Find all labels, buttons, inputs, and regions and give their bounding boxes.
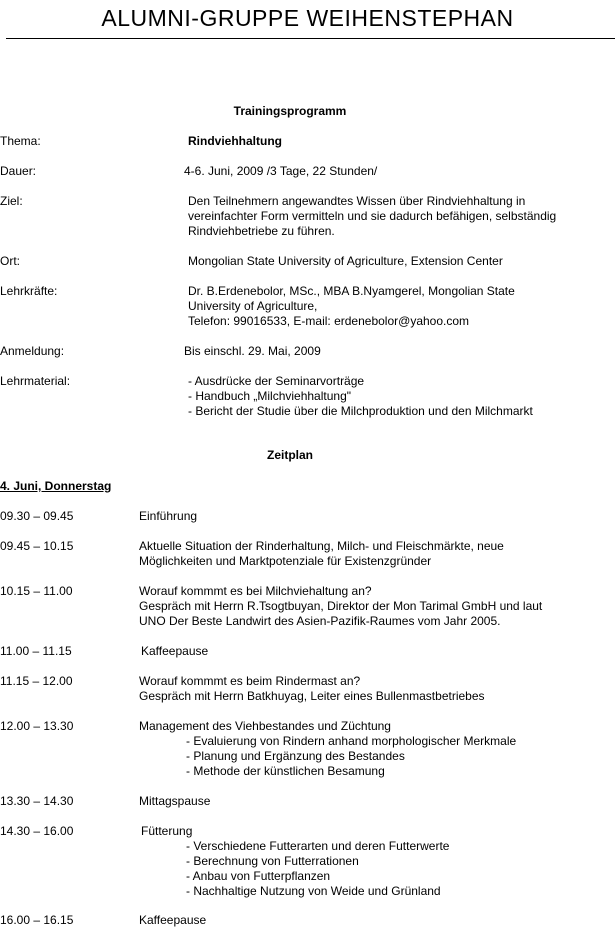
lehrmaterial-label: Lehrmaterial:	[0, 374, 71, 388]
anmeldung-value: Bis einschl. 29. Mai, 2009	[184, 344, 321, 358]
schedule-time: 09.30 – 09.45	[0, 509, 74, 523]
schedule-time: 11.00 – 11.15	[0, 644, 72, 658]
ort-label: Ort:	[0, 254, 20, 268]
dauer-value: 4-6. Juni, 2009 /3 Tage, 22 Stunden/	[184, 164, 378, 178]
schedule-time: 16.00 – 16.15	[0, 913, 74, 927]
schedule-activity: Kaffeepause	[141, 644, 209, 658]
schedule-activity: Gespräch mit Herrn Batkhuyag, Leiter eines Bullenmastbetriebes	[139, 689, 485, 703]
schedule-time: 12.00 – 13.30	[0, 719, 74, 733]
schedule-activity: Aktuelle Situation der Rinderhaltung, Milch- und Fleischmärkte, neue	[139, 539, 504, 553]
ziel-line: Den Teilnehmern angewandtes Wissen über Rindviehhaltung in	[188, 194, 526, 208]
ziel-label: Ziel:	[0, 194, 23, 208]
schedule-subitem: - Methode der künstlichen Besamung	[186, 764, 385, 778]
schedule-subitem: - Nachhaltige Nutzung von Weide und Grünland	[186, 884, 441, 898]
thema-label: Thema:	[0, 134, 41, 148]
schedule-subitem: - Verschiedene Futterarten und deren Futterwerte	[186, 839, 450, 853]
anmeldung-label: Anmeldung:	[0, 344, 65, 358]
lehrmaterial-item: - Ausdrücke der Seminarvorträge	[188, 374, 365, 388]
ziel-line: Rindviehbetriebe zu führen.	[188, 224, 335, 238]
lehrkraefte-contact: Telefon: 99016533, E-mail: erdenebolor@yahoo.com	[188, 314, 470, 328]
lehrmaterial-item: - Bericht der Studie über die Milchproduktion und den Milchmarkt	[188, 404, 533, 418]
schedule-activity: Mittagspause	[139, 794, 211, 808]
schedule-activity: Worauf kommmt es bei Milchviehaltung an?	[139, 584, 372, 598]
schedule-day: 4. Juni, Donnerstag	[0, 479, 112, 493]
schedule-activity: Worauf kommmt es beim Rindermast an?	[139, 674, 361, 688]
schedule-activity: Kaffeepause	[139, 913, 207, 927]
schedule-time: 11.15 – 12.00	[0, 674, 73, 688]
schedule-time: 14.30 – 16.00	[0, 824, 74, 838]
schedule-activity: Management des Viehbestandes und Züchtung	[139, 719, 391, 733]
schedule-subitem: - Evaluierung von Rindern anhand morphologischer Merkmale	[186, 734, 517, 748]
dauer-label: Dauer:	[0, 164, 37, 178]
thema-value: Rindviehhaltung	[188, 134, 282, 148]
lehrmaterial-item: - Handbuch „Milchviehhaltung"	[188, 389, 352, 403]
schedule-subitem: - Anbau von Futterpflanzen	[186, 869, 331, 883]
schedule-time: 09.45 – 10.15	[0, 539, 74, 553]
schedule-heading: Zeitplan	[266, 448, 313, 462]
schedule-activity: Fütterung	[141, 824, 193, 838]
schedule-time: 13.30 – 14.30	[0, 794, 74, 808]
document-title: ALUMNI-GRUPPE WEIHENSTEPHAN	[101, 5, 514, 31]
ort-value: Mongolian State University of Agriculture, Extension Center	[188, 254, 503, 268]
schedule-activity: Möglichkeiten und Marktpotenziale für Existenzgründer	[139, 554, 432, 568]
schedule-subitem: - Planung und Ergänzung des Bestandes	[186, 749, 405, 763]
schedule-activity: Gespräch mit Herrn R.Tsogtbuyan, Direktor der Mon Tarimal GmbH und laut	[139, 599, 543, 613]
lehrkraefte-line: Dr. B.Erdenebolor, MSc., MBA B.Nyamgerel, Mongolian State	[188, 284, 515, 298]
schedule-subitem: - Berechnung von Futterrationen	[186, 854, 359, 868]
lehrkraefte-label: Lehrkräfte:	[0, 284, 58, 298]
schedule-activity: Einführung	[139, 509, 198, 523]
schedule-activity: UNO Der Beste Landwirt des Asien-Pazifik-Raumes vom Jahr 2005.	[139, 614, 501, 628]
title-divider	[6, 38, 615, 39]
program-heading: Trainingsprogramm	[233, 104, 347, 118]
ziel-line: vereinfachter Form vermitteln und sie dadurch befähigen, selbständig	[188, 209, 557, 223]
schedule-time: 10.15 – 11.00	[0, 584, 73, 598]
lehrkraefte-line: University of Agriculture,	[188, 299, 318, 313]
